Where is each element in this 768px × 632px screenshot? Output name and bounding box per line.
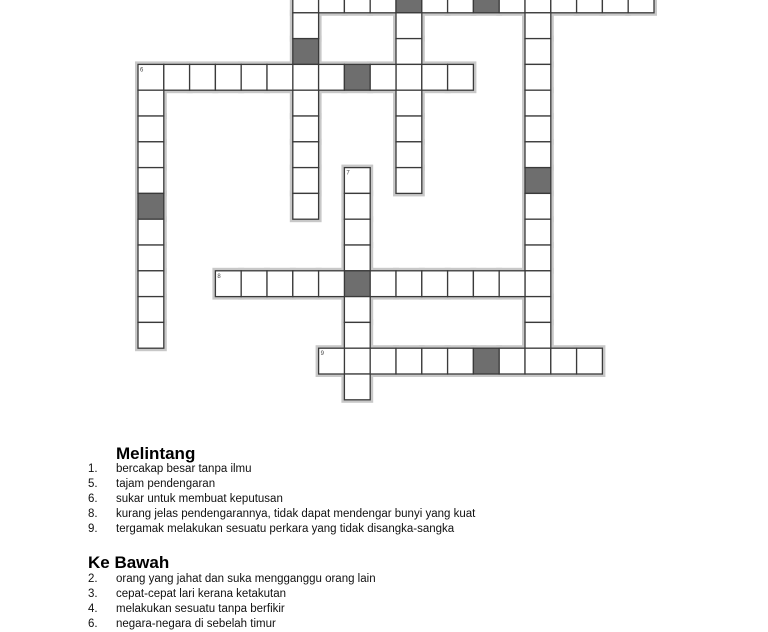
crossword-cell[interactable] [190,64,216,90]
crossword-cell[interactable] [138,245,164,271]
cell-number: 9 [320,351,324,358]
clue-number: 3. [88,588,98,600]
cell-number: 6 [140,67,144,74]
crossword-cell[interactable] [267,64,293,90]
crossword-cell[interactable] [551,0,577,13]
crossword-cell[interactable] [422,348,448,374]
crossword-cell[interactable] [138,142,164,168]
crossword-cell[interactable] [138,90,164,116]
crossword-cell[interactable] [293,0,319,13]
crossword-cell[interactable] [138,116,164,142]
crossword-cell[interactable] [293,116,319,142]
crossword-cell[interactable] [628,0,654,13]
across-clue [0,477,700,492]
clue-number: 5. [88,478,98,490]
clue-number: 9. [88,523,98,535]
crossword-cell[interactable] [525,39,551,65]
crossword-cell[interactable] [344,297,370,323]
crossword-cell[interactable] [138,322,164,348]
crossword-cell[interactable] [525,322,551,348]
crossword-cell[interactable] [370,64,396,90]
crossword-cell[interactable] [319,64,345,90]
shaded-cell [344,271,370,297]
crossword-cell[interactable] [551,348,577,374]
crossword-cell[interactable] [396,13,422,39]
crossword-cell[interactable] [525,219,551,245]
crossword-cell[interactable] [422,271,448,297]
crossword-cell[interactable] [448,0,474,13]
crossword-cell[interactable] [293,90,319,116]
crossword-cell[interactable] [525,116,551,142]
crossword-cell[interactable] [293,64,319,90]
crossword-cell[interactable] [293,142,319,168]
clue-text: kurang jelas pendengarannya, tidak dapat mendengar bunyi yang kuat [116,508,476,520]
crossword-cell[interactable] [396,142,422,168]
clue-text: negara-negara di sebelah timur [116,618,276,630]
crossword-cell[interactable] [396,64,422,90]
cell-number: 8 [217,273,221,280]
crossword-cell[interactable] [602,0,628,13]
crossword-cell[interactable] [215,64,241,90]
crossword-cell[interactable] [448,348,474,374]
clue-number: 8. [88,508,98,520]
crossword-cell[interactable] [319,271,345,297]
crossword-cell[interactable] [396,116,422,142]
shaded-cell [525,168,551,194]
crossword-cell[interactable] [499,271,525,297]
crossword-cell[interactable] [577,0,603,13]
crossword-cell[interactable] [396,271,422,297]
crossword-cell[interactable] [525,245,551,271]
crossword-cell[interactable] [138,297,164,323]
crossword-cell[interactable] [577,348,603,374]
clue-text: tergamak melakukan sesuatu perkara yang tidak disangka-sangka [116,523,455,535]
crossword-cell[interactable] [396,348,422,374]
clue-number: 2. [88,573,98,585]
clue-text: bercakap besar tanpa ilmu [116,463,252,475]
crossword-cell[interactable] [293,13,319,39]
crossword-cell[interactable] [344,193,370,219]
across-clue [0,492,700,507]
crossword-cell[interactable] [293,168,319,194]
crossword-cell[interactable] [138,168,164,194]
shaded-cell [473,348,499,374]
crossword-cell[interactable] [396,90,422,116]
crossword-cell[interactable] [525,142,551,168]
crossword-cell[interactable] [525,13,551,39]
crossword-cell[interactable] [344,245,370,271]
shaded-cell [293,39,319,65]
down-clue [0,587,700,602]
cell-number: 7 [346,170,350,177]
crossword-cell[interactable] [370,348,396,374]
crossword-cell[interactable] [293,271,319,297]
crossword-cell[interactable] [319,0,345,13]
crossword-cell[interactable] [138,271,164,297]
crossword-cell[interactable] [241,64,267,90]
clue-text: cepat-cepat lari kerana ketakutan [116,588,287,600]
crossword-cell[interactable] [267,271,293,297]
crossword-cell[interactable] [164,64,190,90]
crossword-cell[interactable] [525,90,551,116]
clue-number: 1. [88,463,98,475]
clue-number: 6. [88,618,98,630]
down-clue [0,572,700,587]
clue-text: tajam pendengaran [116,478,216,490]
clue-text: sukar untuk membuat keputusan [116,493,283,505]
shaded-cell [138,193,164,219]
crossword-cell[interactable] [344,219,370,245]
crossword-cell[interactable] [344,348,370,374]
crossword-cell[interactable] [448,64,474,90]
crossword-cell[interactable] [370,271,396,297]
crossword-cell[interactable] [499,348,525,374]
crossword-cell[interactable] [525,297,551,323]
crossword-cell[interactable] [344,374,370,400]
across-heading: Melintang [116,444,196,463]
crossword-cell[interactable] [396,168,422,194]
crossword-cell[interactable] [370,0,396,13]
crossword-cell[interactable] [499,0,525,13]
clue-text: melakukan sesuatu tanpa berfikir [116,603,285,615]
shaded-cell [344,64,370,90]
crossword-cell[interactable] [525,271,551,297]
across-clue [0,522,700,537]
crossword-cell[interactable] [344,322,370,348]
clue-number: 6. [88,493,98,505]
crossword-cell[interactable] [293,193,319,219]
crossword-cell[interactable] [525,193,551,219]
down-clue [0,602,700,617]
down-heading: Ke Bawah [88,553,170,572]
clue-number: 4. [88,603,98,615]
shaded-cell [396,0,422,13]
crossword-cell[interactable] [525,64,551,90]
crossword-cell[interactable] [422,0,448,13]
crossword-cell[interactable] [525,0,551,13]
across-clue [0,507,700,522]
crossword-cell[interactable] [422,64,448,90]
shaded-cell [473,0,499,13]
crossword-cell[interactable] [473,271,499,297]
crossword-cell[interactable] [396,39,422,65]
crossword-cell[interactable] [241,271,267,297]
across-clue [0,462,700,477]
clue-text: orang yang jahat dan suka mengganggu orang lain [116,573,376,585]
crossword-cell[interactable] [138,219,164,245]
crossword-cell[interactable] [448,271,474,297]
crossword-cell[interactable] [344,0,370,13]
crossword-cell[interactable] [525,348,551,374]
